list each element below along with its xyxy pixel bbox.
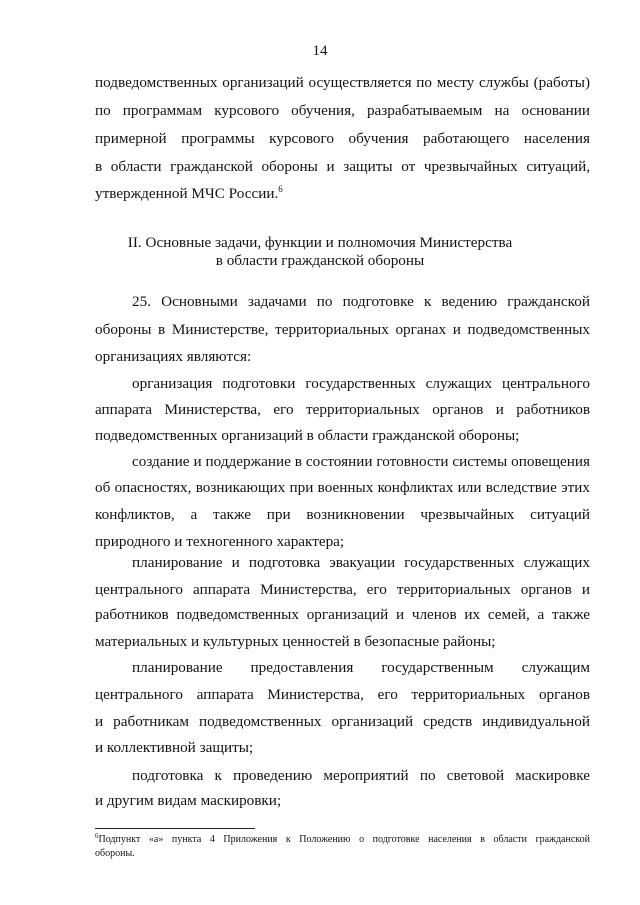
text-line: планирование и подготовка эвакуации государственных служащих (132, 554, 590, 571)
footnote-line: обороны. (95, 848, 135, 859)
text-line: подведомственных организаций в области гражданской обороны; (95, 427, 520, 444)
text-span: утвержденной МЧС России. (95, 185, 279, 202)
text-line: центрального аппарата Министерства, его территориальных органов и (95, 581, 590, 598)
footnote-reference: 6 (278, 184, 283, 194)
page-number: 14 (312, 43, 328, 59)
text-line: и коллективной защиты; (95, 739, 254, 756)
text-line: создание и поддержание в состоянии готовности системы оповещения (132, 453, 590, 470)
text-line: планирование предоставления государственным служащим (132, 659, 590, 676)
text-line: обороны в Министерстве, территориальных органах и подведомственных (95, 321, 590, 338)
text-line: и другим видам маскировки; (95, 792, 282, 809)
section-title-line: II. Основные задачи, функции и полномочия Министерства (127, 234, 513, 251)
text-line: центрального аппарата Министерства, его территориальных органов (95, 686, 590, 703)
text-line: аппарата Министерства, его территориальных органов и работников (95, 401, 590, 418)
text-span: Подпункт «а» пункта 4 Приложения к Положению о подготовке населения в области гражданской (98, 834, 590, 845)
footnote-divider (95, 828, 255, 829)
text-line: по программам курсового обучения, разрабатываемым на основании (95, 102, 590, 119)
text-line: в области гражданской обороны и защиты от чрезвычайных ситуаций, (95, 158, 590, 175)
text-line: 25. Основными задачами по подготовке к ведению гражданской (132, 293, 590, 310)
text-line: организация подготовки государственных служащих центрального (132, 375, 590, 392)
text-line: подготовка к проведению мероприятий по световой маскировке (132, 767, 590, 784)
text-line: природного и техногенного характера; (95, 533, 345, 550)
text-line: подведомственных организаций осуществляется по месту службы (работы) (95, 74, 590, 91)
text-line: и работникам подведомственных организаций средств индивидуальной (95, 713, 590, 730)
footnote-marker: 6 (95, 832, 99, 840)
text-line (95, 185, 590, 203)
text-line: организациях являются: (95, 348, 252, 365)
text-line: конфликтов, а также при возникновении чрезвычайных ситуаций (95, 506, 590, 523)
section-title-line: в области гражданской обороны (215, 252, 425, 269)
footnote-line (95, 833, 590, 846)
text-line: об опасностях, возникающих при военных конфликтах или вследствие этих (95, 479, 590, 496)
text-line: работников подведомственных организаций и членов их семей, а также (95, 606, 590, 623)
text-line: примерной программы курсового обучения работающего населения (95, 130, 590, 147)
text-line: материальных и культурных ценностей в безопасные районы; (95, 633, 496, 650)
